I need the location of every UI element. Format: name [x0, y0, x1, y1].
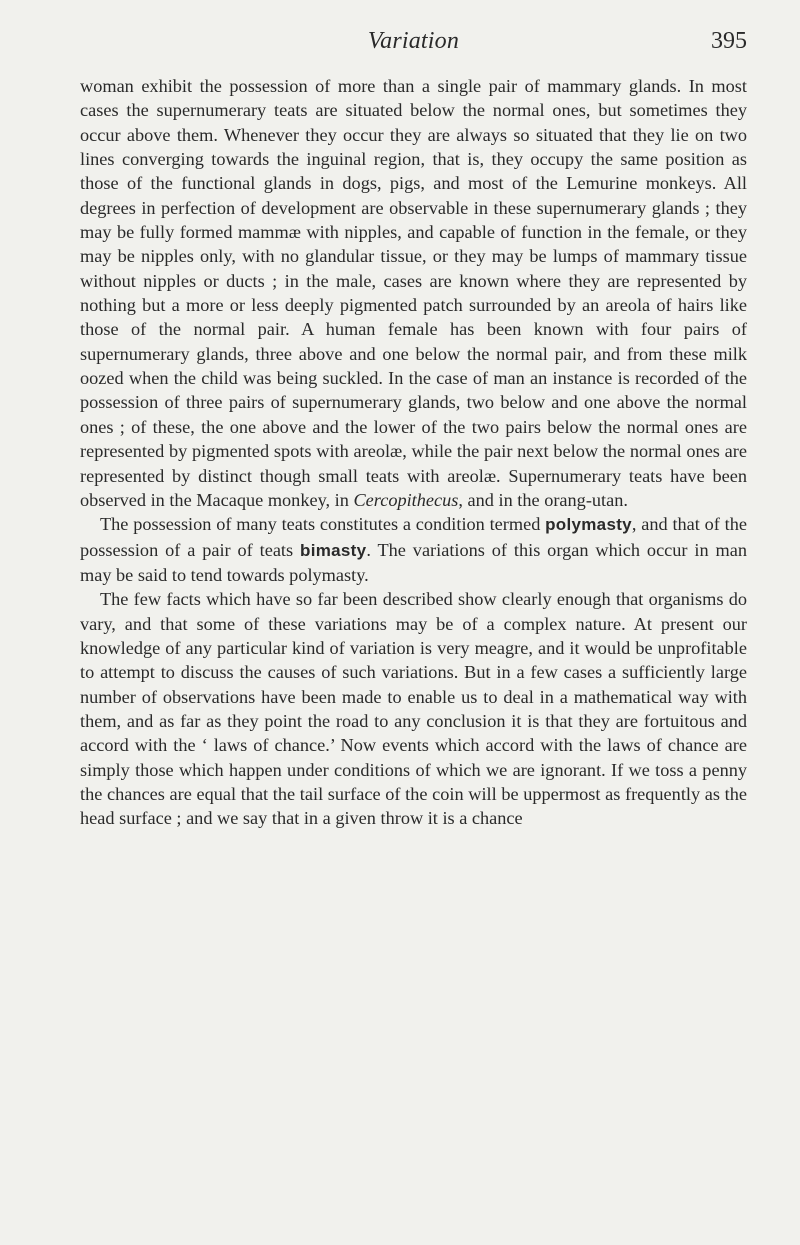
paragraph-2-text-b: , and that of the possession of a pair of teats	[80, 514, 747, 560]
paragraph-2-text-a: The possession of many teats constitutes a condition termed	[100, 514, 546, 535]
book-page	[80, 0, 747, 831]
term-polymasty: polymasty	[545, 515, 632, 535]
paragraph-2-text-c: . The variations of this organ which occur in man may be said to tend towards polymasty.	[80, 539, 747, 585]
paragraph-polymasty	[80, 512, 747, 587]
paragraph-1-end: , and in the orang-utan.	[458, 489, 628, 510]
body-text	[80, 74, 747, 831]
paragraph-1-text: woman exhibit the possession of more than a single pair of mammary glands. In most cases the supernumerary teats are situated below the normal ones, but sometimes they occur above them. Whenever they occur they are always so situated that they lie on two lines converging towards the inguinal region, that is, they occupy the same position as those of the functional glands in dogs, pigs, and most of the Lemurine monkeys. All degrees in perfection of development are observable in these supernumerary glands ; they may be fully formed mammæ with nipples, and capable of function in the female, or they may be nipples only, with no glandular tissue, or they may be lumps of mammary tissue without nipples or ducts ; in the male, cases are known where they are represented by nothing but a more or less deeply pigmented patch surrounded by an areola of hairs like those of the normal pair. A human female has been known with four pairs of supernumerary glands, three above and one below the normal pair, and from these milk oozed when the child was being suckled. In the case of man an instance is recorded of the possession of three pairs of supernumerary glands, two below and one above the normal ones ; of these, the one above and the lower of the two pairs below the normal ones are represented by pigmented spots with areolæ, while the pair next below the normal ones are represented by distinct though small teats with areolæ. Supernumerary teats have been observed in the Macaque monkey, in	[80, 76, 747, 510]
paragraph-3-text: The few facts which have so far been described show clearly enough that organisms do vary, and that some of these variations may be of a complex nature. At present our knowledge of any particular kind of variation is very meagre, and it would be unprofitable to attempt to discuss the causes of such variations. But in a few cases a sufficiently large number of observations have been made to enable us to deal in a mathematical way with them, and as far as they point the road to any conclusion it is that they are fortuitous and accord with the ‘ laws of chance.’ Now events which accord with the laws of chance are simply those which happen under conditions of which we are ignorant. If we toss a penny the chances are equal that the tail surface of the coin will be uppermost as frequently as the head surface ; and we say that in a given throw it is a chance	[80, 589, 747, 829]
paragraph-laws-of-chance	[80, 587, 747, 830]
running-head	[80, 0, 747, 64]
genus-name-cercopithecus: Cercopithecus	[353, 489, 459, 510]
page-number: 395	[711, 28, 747, 54]
running-head-title: Variation	[367, 28, 460, 54]
term-bimasty: bimasty	[300, 540, 367, 560]
paragraph-continued	[80, 74, 747, 512]
